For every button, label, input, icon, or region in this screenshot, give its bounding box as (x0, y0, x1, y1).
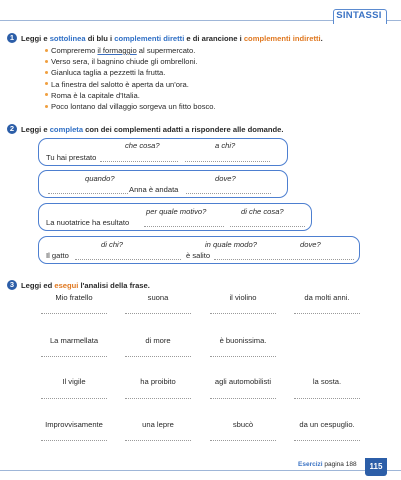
list-item: Poco lontano dal villaggio sorgeva un fitto bosco. (45, 101, 216, 112)
phrase-cell: ha proibito (140, 377, 176, 386)
question-where: dove? (215, 174, 236, 183)
answer-blank[interactable] (214, 259, 354, 260)
phrase-cell: è buonissima. (219, 336, 267, 345)
question-how: in quale modo? (205, 240, 257, 249)
analysis-blank[interactable] (294, 313, 360, 314)
question-where: dove? (300, 240, 321, 249)
sentence-middle: è salito (186, 251, 211, 260)
exercise-3-number: 3 (7, 280, 17, 290)
analysis-blank[interactable] (210, 440, 276, 441)
answer-blank[interactable] (75, 259, 181, 260)
exercise-2-instruction: Leggi e completa con dei complementi adatti a rispondere alle domande. (21, 125, 284, 134)
sentence-start: Tu hai prestato (46, 153, 97, 162)
question-about-what: di che cosa? (241, 207, 284, 216)
analysis-blank[interactable] (210, 356, 276, 357)
phrase-cell: Improvvisamente (45, 420, 103, 429)
phrase-cell: una lepre (142, 420, 174, 429)
question-what: che cosa? (125, 141, 160, 150)
phrase-cell: da un cespuglio. (299, 420, 355, 429)
list-item: Gianluca taglia a pezzetti la frutta. (45, 67, 216, 78)
analysis-blank[interactable] (41, 440, 107, 441)
list-item: Verso sera, il bagnino chiude gli ombrelloni. (45, 56, 216, 67)
answer-blank[interactable] (230, 226, 305, 227)
answer-blank[interactable] (100, 161, 178, 162)
phrase-cell: agli automobilisti (214, 377, 272, 386)
list-item: Compreremo il formaggio al supermercato. (45, 45, 216, 56)
list-item: Roma è la capitale d'Italia. (45, 90, 216, 101)
footer-rule (0, 470, 401, 471)
phrase-cell: da molti anni. (304, 293, 350, 302)
phrase-cell: di more (145, 336, 171, 345)
phrase-cell: Il vigile (62, 377, 86, 386)
question-when: quando? (85, 174, 115, 183)
analysis-blank[interactable] (210, 313, 276, 314)
analysis-blank[interactable] (210, 398, 276, 399)
phrase-cell: suona (147, 293, 169, 302)
phrase-cell: il violino (229, 293, 257, 302)
question-why: per quale motivo? (146, 207, 207, 216)
analysis-blank[interactable] (294, 398, 360, 399)
analysis-blank[interactable] (125, 313, 191, 314)
analysis-blank[interactable] (125, 398, 191, 399)
analysis-blank[interactable] (41, 398, 107, 399)
phrase-cell: sbucò (232, 420, 254, 429)
sentence-start: La nuotatrice ha esultato (46, 218, 130, 227)
analysis-blank[interactable] (125, 356, 191, 357)
sentence-start: Il gatto (46, 251, 69, 260)
sentence-middle: Anna è andata (129, 185, 179, 194)
phrase-cell: Mio fratello (55, 293, 93, 302)
section-title: SINTASSI (336, 10, 382, 21)
exercise-reference[interactable]: Esercizi pagina 188 (298, 461, 357, 468)
analysis-blank[interactable] (125, 440, 191, 441)
exercise-1-number: 1 (7, 33, 17, 43)
exercise-2-number: 2 (7, 124, 17, 134)
question-whose: di chi? (101, 240, 123, 249)
phrase-cell: la sosta. (312, 377, 342, 386)
exercise-3-instruction: Leggi ed esegui l'analisi della frase. (21, 281, 150, 290)
answer-blank[interactable] (186, 193, 271, 194)
answer-blank[interactable] (144, 226, 224, 227)
phrase-cell: La marmellata (49, 336, 99, 345)
analysis-blank[interactable] (41, 356, 107, 357)
exercise-1-sentence-list (45, 45, 216, 112)
answer-blank[interactable] (48, 193, 128, 194)
analysis-blank[interactable] (294, 440, 360, 441)
list-item: La finestra del salotto è aperta da un'ora. (45, 79, 216, 90)
question-to-whom: a chi? (215, 141, 236, 150)
analysis-blank[interactable] (41, 313, 107, 314)
exercise-1-instruction: Leggi e sottolinea di blu i complementi diretti e di arancione i complementi indiretti. (21, 34, 323, 43)
page-number: 115 (365, 458, 387, 476)
answer-blank[interactable] (185, 161, 270, 162)
